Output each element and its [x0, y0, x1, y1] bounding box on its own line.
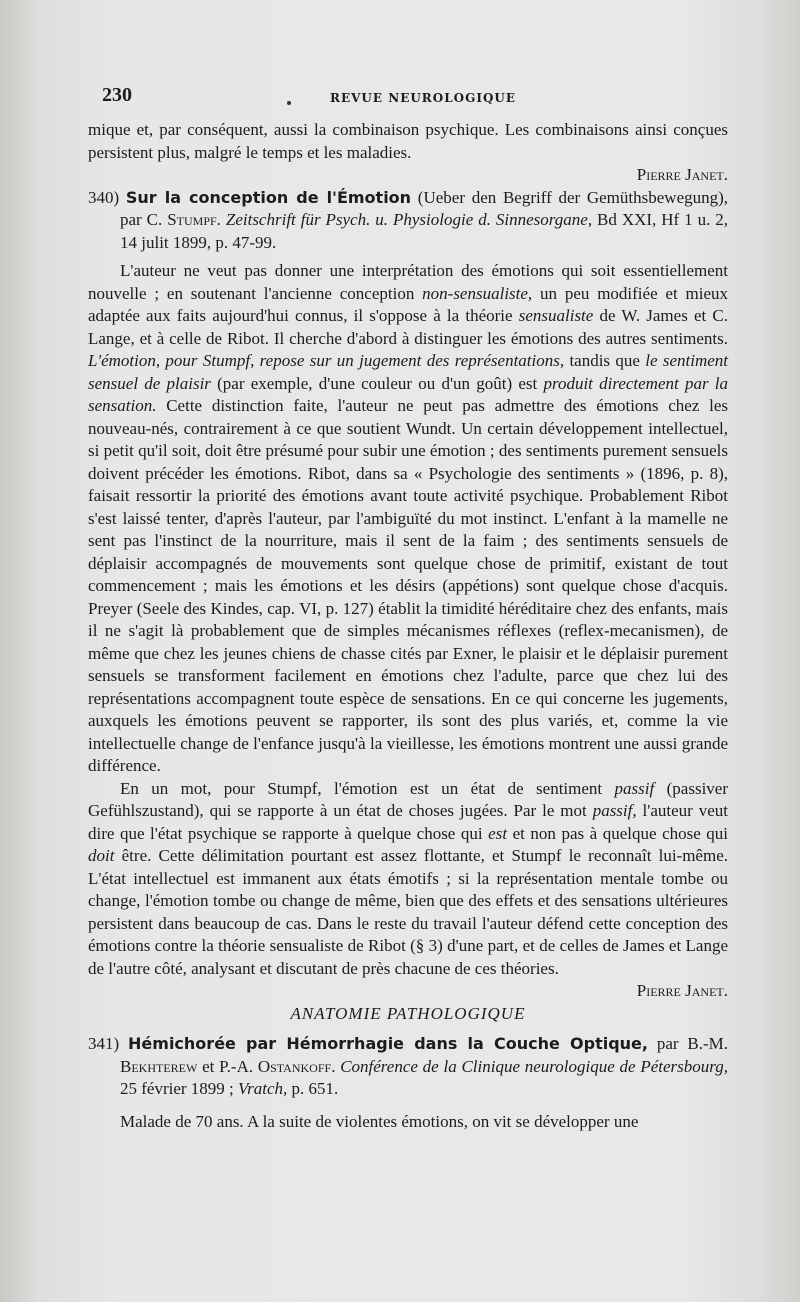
entry-341-and: et P.-A. — [202, 1056, 254, 1076]
entry-341-author-2: Ostankoff. — [257, 1056, 336, 1076]
entry-340-citation: Bd XXI, Hf 1 u. 2, 14 julit 1899, p. 47-99. — [120, 210, 729, 252]
entry-341-paragraph-1: Malade de 70 ans. A la suite de violentes émotions, on vit se développer une — [120, 1111, 639, 1131]
entry-340-subtitle: (Ueber den Begriff der Gemüthsbewegung), par C. — [120, 187, 729, 229]
section-heading: ANATOMIE PATHOLOGIQUE — [290, 1003, 526, 1023]
entry-340-paragraph-1 — [88, 260, 728, 778]
page-body — [88, 119, 728, 1133]
text-run: (par exemple, d'une couleur ou d'un goût) est — [217, 373, 538, 393]
italic-run: est — [488, 823, 508, 843]
italic-run: passif — [614, 778, 655, 798]
entry-341-journal: Vratch, — [238, 1079, 288, 1098]
italic-run: sensualiste — [518, 306, 594, 325]
italic-run: produit directement par la sensation. — [88, 373, 728, 415]
italic-run: passif, — [592, 801, 637, 820]
italic-run: L'émotion, pour Stumpf, repose sur un jugement des représentations, — [88, 351, 565, 370]
text-run: En un mot, pour Stumpf, l'émotion est un état de sentiment — [120, 778, 603, 798]
entry-340-heading — [88, 187, 728, 255]
text-run: être. Cette délimitation pourtant est assez flottante, et Stumpf le reconnaît lui-même. L'état intellectuel est immanent aux états émotifs ; si la représentation mentale tombe ou change, l'émotion tombe ou change de même, bien que des effets et des sensations ultérieures persistent dans beaucoup de cas. Dans le reste du travail l'auteur défend cette conception des émotions contre la théorie sensualiste de Ribot (§ 3) d'une part, et de celles de James et Lange de l'autre côté, analysant et discutant de près chacune de ces théories. — [88, 846, 728, 978]
entry-340-number: 340) — [88, 187, 120, 207]
running-title: REVUE NEUROLOGIQUE — [330, 91, 517, 105]
text-run: (passiver Gefühlszustand), qui se rapporte à un état de choses jugées. Par le mot — [88, 778, 729, 820]
entry-341-heading — [88, 1033, 728, 1101]
signature-1: Pierre Janet. — [636, 165, 728, 184]
italic-run: doit — [88, 846, 115, 865]
entry-340-journal: Zeitschrift für Psych. u. Physiologie d. Sinnesorgane, — [225, 210, 593, 229]
page-number: 230 — [102, 84, 132, 106]
entry-341-page: p. 651. — [291, 1079, 339, 1098]
entry-341-by: par B.-M. — [656, 1034, 729, 1053]
print-speck — [287, 101, 291, 105]
entry-341-date: 25 février 1899 ; — [120, 1079, 234, 1098]
entry-341-title: Hémichorée par Hémorrhagie dans la Couche Optique, — [128, 1034, 648, 1053]
italic-run: le sentiment sensuel de plaisir — [88, 351, 728, 393]
text-run: de W. James et C. Lange, et à celle de Ribot. Il cherche d'abord à distinguer les émotions des autres sentiments. — [88, 306, 728, 348]
entry-340-title: Sur la conception de l'Émotion — [125, 187, 412, 207]
text-run: Cette distinction faite, l'auteur ne peut pas admettre des émotions chez les nouveau-nés, contrairement à ce que soutient Wundt. Un certain développement intellectuel, si petit qu'il soit, doit être présumé pour subir une émotion ; des sentiments purement sensuels doivent précéder les émotions. Ribot, dans sa « Psychologie des sentiments » (1896, p. 8), faisait ressortir la priorité des émotions avant toute activité psychique. Probablement Ribot s'est laissé tenter, d'après l'auteur, par l'ambiguïté du mot instinct. L'enfant à la mamelle ne sent pas l'instinct de la nourriture, mais il sent de la faim ; des sentiments sensuels de déplaisir accompagnés de mouvements sont quelque chose de primitif, existant de tout commencement ; mais les émotions et les désirs (appétions) sont quelque chose d'acquis. Preyer (Seele des Kindes, cap. VI, p. 127) établit la timidité héréditaire chez des enfants, mais il ne s'agit là probablement que de simples mécanismes réflexes (reflex-mecanismen), de même que chez les jeunes chiens de chasse cités par Exner, le plaisir et le déplaisir purement sensuels se transforment facilement en émotions chez l'adulte, parce que chez lui des représentations accompagnent toute espèce de sensations. En ce qui concerne les jugements, auxquels les émotions peuvent se rapporter, ils sont des plus variés, et, comme la vie intellectuelle change de l'enfance jusqu'à la vieillesse, les émotions montrent une aussi grande différence. — [88, 396, 728, 775]
entry-340-author: Stumpf. — [167, 210, 221, 229]
text-run: un peu modifiée et mieux adaptée aux faits aujourd'hui connus, il s'oppose à la théorie — [88, 283, 729, 325]
text-run: l'auteur veut dire que l'état psychique se rapporte à quelque chose qui — [88, 801, 728, 843]
signature-2: Pierre Janet. — [636, 981, 728, 1000]
continuation-paragraph: mique et, par conséquent, aussi la combinaison psychique. Les combinaisons ainsi conçues persistent plus, malgré le temps et les maladies. — [88, 120, 728, 162]
entry-341-number: 341) — [88, 1034, 120, 1053]
text-run: L'auteur ne veut pas donner une interprétation des émotions qui soit essentiellement nouvelle ; en soutenant l'ancienne conception — [88, 261, 728, 303]
entry-340-paragraph-2 — [88, 778, 728, 981]
italic-run: non-sensualiste, — [422, 283, 533, 303]
text-run: et non pas à quelque chose qui — [512, 823, 729, 843]
entry-341-conference: Conférence de la Clinique neurologique de Pétersbourg, — [340, 1056, 728, 1076]
entry-341-author-1: Bekhterew — [120, 1056, 198, 1076]
text-run: tandis que — [569, 351, 640, 370]
running-header — [102, 84, 722, 110]
